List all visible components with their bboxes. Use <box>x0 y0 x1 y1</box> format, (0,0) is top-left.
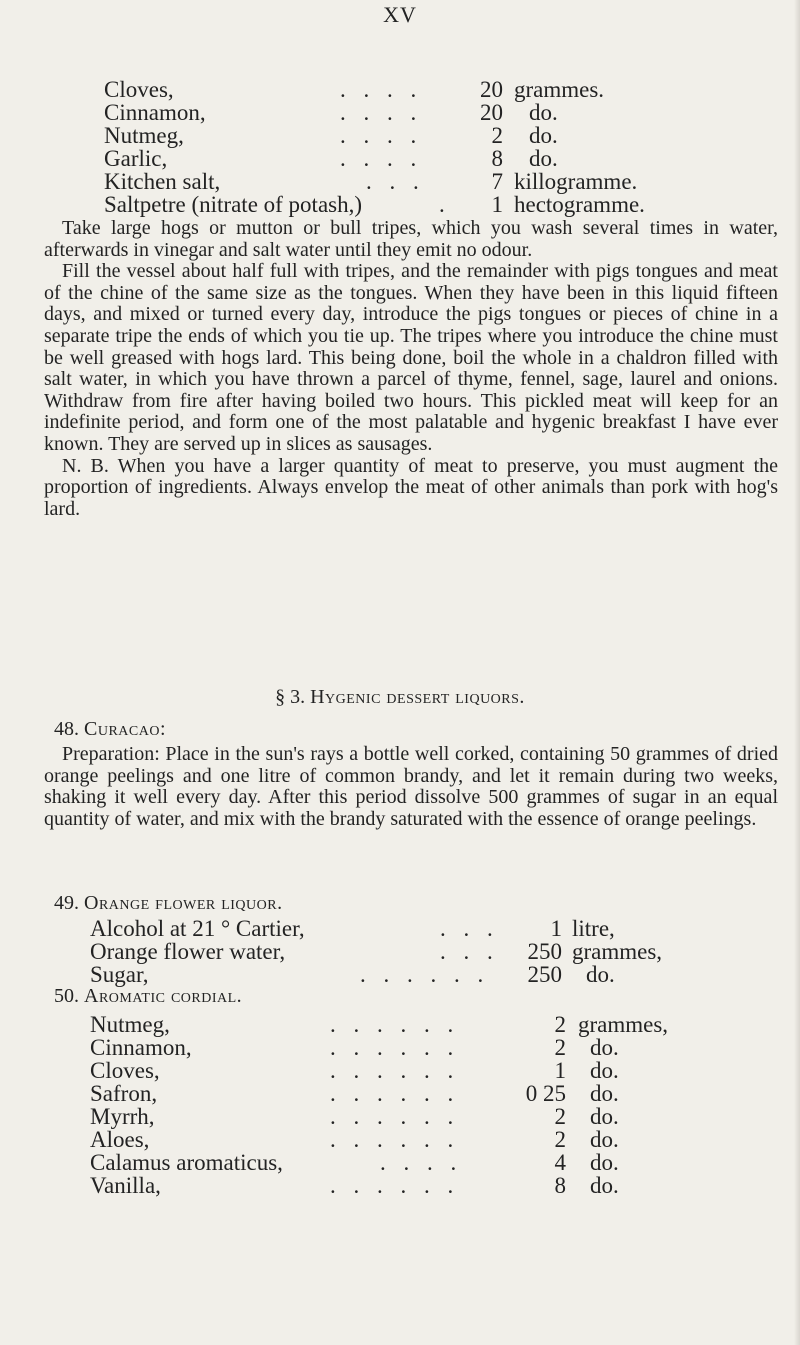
ingredient-unit: hectogramme. <box>514 192 645 217</box>
table-row <box>90 1013 750 1036</box>
recipe-title: Curacao: <box>84 718 167 740</box>
recipe-title: Aromatic cordial. <box>84 985 243 1007</box>
ingredient-unit: do. <box>529 123 558 148</box>
ingredient-name: Garlic, <box>104 146 168 171</box>
table-row <box>104 101 744 124</box>
recipe-heading-aromatic-cordial <box>54 985 242 1008</box>
leader-dots: . . . <box>366 169 425 194</box>
section-heading <box>0 686 800 709</box>
ingredient-name: Calamus aromaticus, <box>90 1150 283 1175</box>
table-row <box>90 1082 750 1105</box>
leader-dots: . . . . . . <box>360 962 490 987</box>
ingredient-name: Cinnamon, <box>104 100 206 125</box>
ingredient-unit: do. <box>586 962 615 987</box>
ingredient-qty: 2 <box>554 1127 566 1152</box>
page-edge <box>794 0 800 1345</box>
ingredient-name: Safron, <box>90 1081 158 1106</box>
ingredient-unit: do. <box>590 1127 619 1152</box>
table-row <box>90 1059 750 1082</box>
ingredient-name: Alcohol at 21 ° Cartier, <box>90 916 305 941</box>
ingredient-qty: 2 <box>554 1104 566 1129</box>
ingredient-name: Nutmeg, <box>90 1012 170 1037</box>
recipe-number: 48. <box>54 718 79 740</box>
section-title: Hygenic dessert liquors. <box>310 686 525 708</box>
leader-dots: . . . . . . <box>330 1012 460 1037</box>
ingredient-name: Orange flower water, <box>90 939 286 964</box>
ingredient-unit: grammes, <box>578 1012 669 1037</box>
table-row <box>104 170 744 193</box>
ingredient-unit: grammes, <box>572 939 663 964</box>
ingredient-name: Kitchen salt, <box>104 169 221 194</box>
ingredient-unit: do. <box>590 1081 619 1106</box>
leader-dots: . . . <box>440 916 499 941</box>
leader-dots: . . . . . . <box>330 1127 460 1152</box>
ingredient-unit: grammes. <box>514 77 605 102</box>
leader-dots: . . . . <box>340 146 423 171</box>
table-row <box>104 193 744 216</box>
paragraph: Preparation: Place in the sun's rays a bottle well corked, containing 50 grammes of dried orange peelings and one litre of common brandy, and let it remain during two weeks, shaking it well every day. After this period dissolve 500 grammes of sugar in an equal quantity of water, and mix with the brandy saturated with the essence of orange peelings. <box>44 743 778 830</box>
leader-dots: . . . . <box>340 123 423 148</box>
ingredient-name: Sugar, <box>90 962 149 987</box>
leader-dots: . . . <box>440 939 499 964</box>
ingredient-qty: 1 <box>554 1058 566 1083</box>
ingredient-qty: 1 <box>491 192 503 217</box>
leader-dots: . . . . <box>340 100 423 125</box>
leader-dots: . . . . <box>380 1150 463 1175</box>
recipe-number: 50. <box>54 985 79 1007</box>
ingredient-qty: 8 <box>491 146 503 171</box>
table-row <box>104 124 744 147</box>
ingredient-name: Vanilla, <box>90 1173 161 1198</box>
recipe-title: Orange flower liquor. <box>84 892 283 914</box>
ingredient-qty: 20 <box>480 100 503 125</box>
table-row <box>90 917 750 940</box>
table-row <box>90 1151 750 1174</box>
ingredient-name: Cloves, <box>104 77 174 102</box>
ingredient-qty: 4 <box>554 1150 566 1175</box>
recipe-heading-curacao <box>54 718 166 741</box>
ingredient-name: Cloves, <box>90 1058 160 1083</box>
pickled-meat-instructions <box>44 218 778 520</box>
ingredient-name: Saltpetre (nitrate of potash,) <box>104 192 363 217</box>
ingredient-qty: 250 <box>527 962 562 987</box>
aromatic-cordial-table <box>90 1013 750 1197</box>
ingredient-name: Nutmeg, <box>104 123 184 148</box>
table-row <box>90 940 750 963</box>
paragraph: Fill the vessel about half full with tripes, and the remainder with pigs tongues and meat of the chine of the same size as the tongues. When they have been in this liquid fifteen days, and mixed or turned every day, introduce the pigs tongues or pieces of chine in a separate tripe the ends of which you tie up. The tripes where you introduce the chine must be well greased with hogs lard. This being done, boil the whole in a chaldron filled with salt water, in which you have thrown a parcel of thyme, fennel, sage, laurel and onions. Withdraw from fire after having boiled two hours. This pickled meat will keep for an indefinite period, and form one of the most palatable and hygenic breakfast I have ever known. They are served up in slices as sausages. <box>44 260 778 455</box>
leader-dots: . . . . . . <box>330 1081 460 1106</box>
curacao-instructions <box>44 744 778 830</box>
table-row <box>90 963 750 986</box>
ingredient-qty: 0 25 <box>525 1081 566 1106</box>
ingredient-unit: do. <box>590 1104 619 1129</box>
orange-flower-table <box>90 917 750 986</box>
leader-dots: . . . . . . <box>330 1035 460 1060</box>
ingredient-name: Aloes, <box>90 1127 150 1152</box>
recipe-number: 49. <box>54 892 79 914</box>
paragraph: Take large hogs or mutton or bull tripes, which you wash several times in water, afterwards in vinegar and salt water until they emit no odour. <box>44 217 778 261</box>
table-row <box>90 1174 750 1197</box>
table-row <box>90 1105 750 1128</box>
section-number: § 3. <box>275 686 306 708</box>
ingredient-qty: 250 <box>527 939 562 964</box>
ingredient-unit: do. <box>590 1035 619 1060</box>
table-row <box>104 147 744 170</box>
ingredient-qty: 20 <box>480 77 503 102</box>
recipe-heading-orange-flower <box>54 892 283 915</box>
leader-dots: . <box>439 192 451 217</box>
leader-dots: . . . . <box>340 77 423 102</box>
leader-dots: . . . . . . <box>330 1173 460 1198</box>
table-row <box>90 1036 750 1059</box>
leader-dots: . . . . . . <box>330 1104 460 1129</box>
ingredient-unit: litre, <box>572 916 615 941</box>
ingredient-qty: 8 <box>554 1173 566 1198</box>
ingredient-qty: 2 <box>491 123 503 148</box>
ingredient-name: Cinnamon, <box>90 1035 192 1060</box>
ingredient-qty: 2 <box>554 1035 566 1060</box>
table-row <box>90 1128 750 1151</box>
ingredient-unit: killogramme. <box>514 169 638 194</box>
ingredient-qty: 2 <box>554 1012 566 1037</box>
page-number: XV <box>383 2 417 27</box>
table-row <box>104 78 744 101</box>
note-paragraph: N. B. When you have a larger quantity of meat to preserve, you must augment the proportion of ingredients. Always envelop the meat of other animals than pork with hog's lard. <box>44 454 778 520</box>
ingredient-qty: 7 <box>491 169 503 194</box>
ingredient-unit: do. <box>590 1058 619 1083</box>
ingredient-unit: do. <box>529 100 558 125</box>
ingredient-qty: 1 <box>550 916 562 941</box>
ingredient-unit: do. <box>590 1150 619 1175</box>
leader-dots: . . . . . . <box>330 1058 460 1083</box>
ingredient-name: Myrrh, <box>90 1104 155 1129</box>
ingredient-unit: do. <box>590 1173 619 1198</box>
ingredient-unit: do. <box>529 146 558 171</box>
spice-table <box>104 78 744 216</box>
